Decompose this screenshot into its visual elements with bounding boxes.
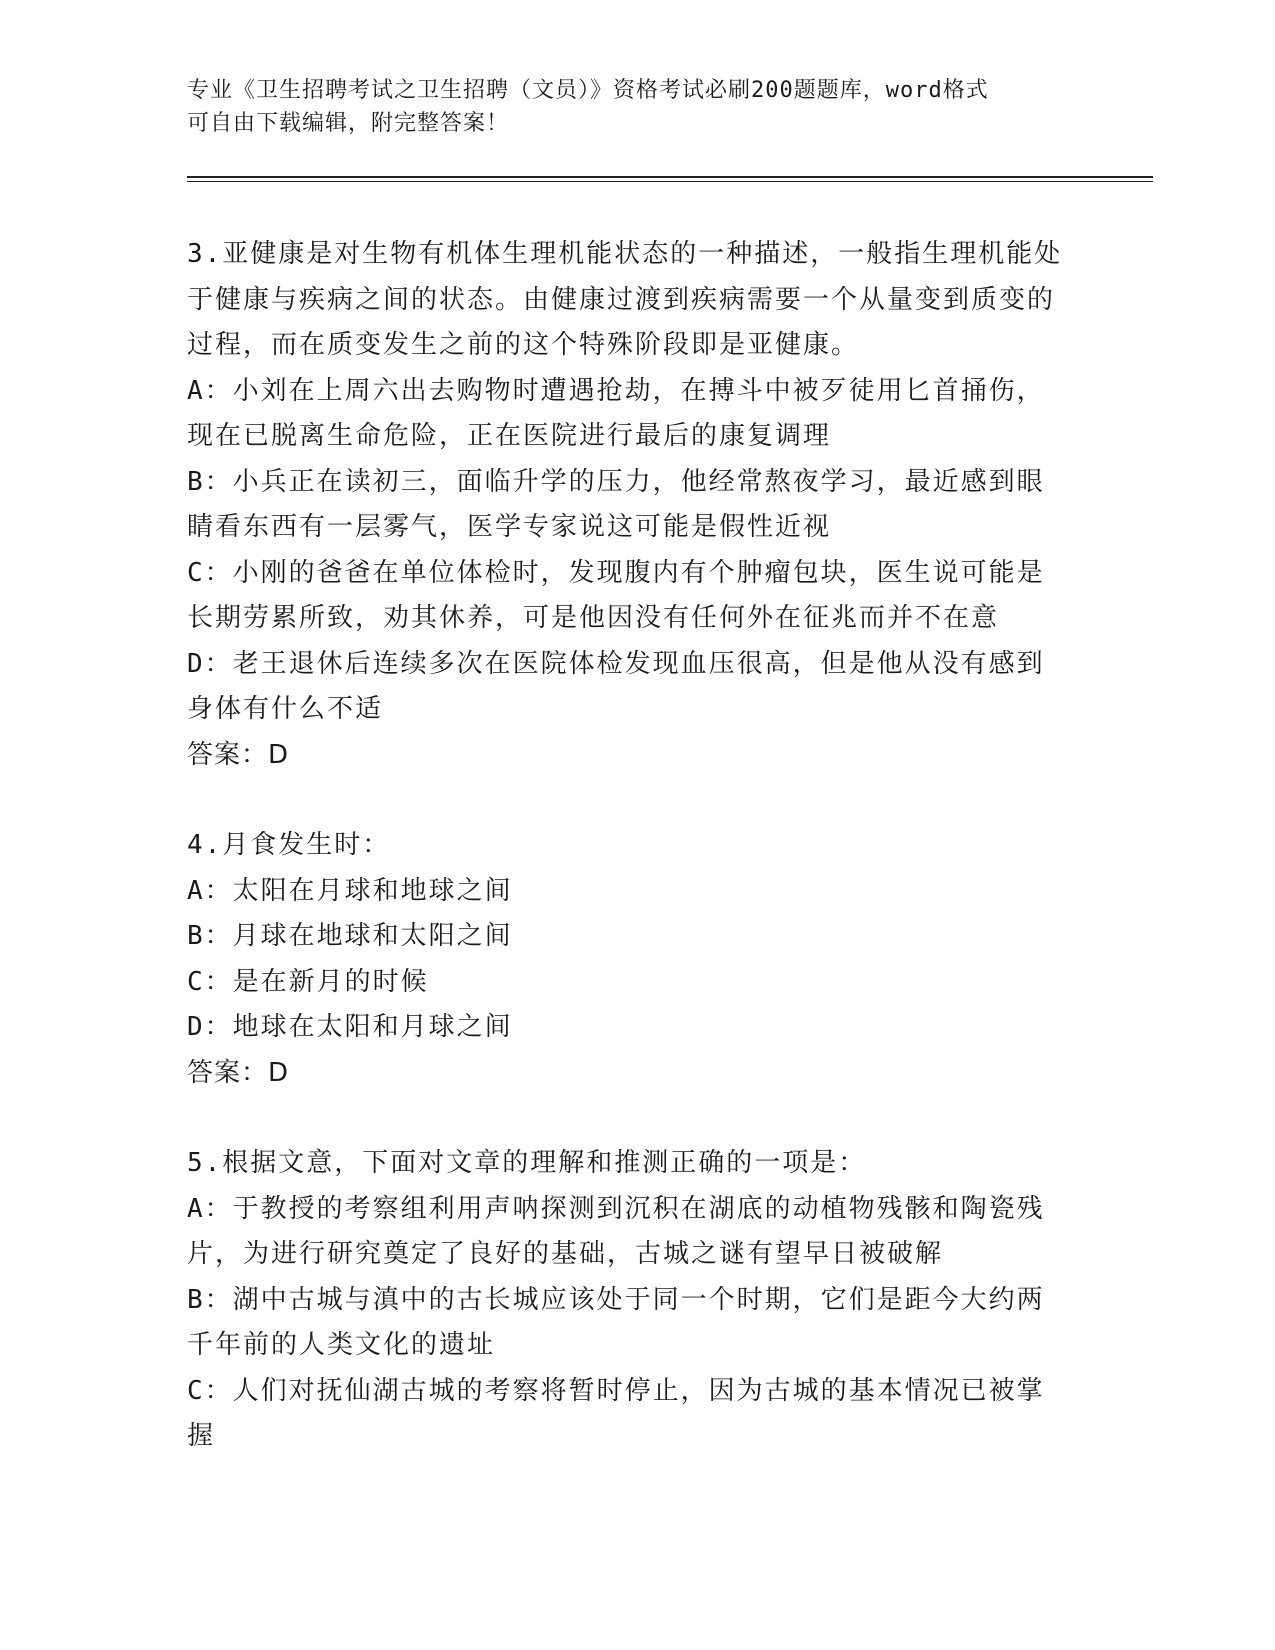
option-a: A：小刘在上周六出去购物时遭遇抢劫，在搏斗中被歹徒用匕首捅伤，现在已脱离生命危险，正在医院进行最后的康复调理 bbox=[187, 375, 1045, 451]
header-divider-thick bbox=[187, 176, 1153, 178]
answer-line: 答案：D bbox=[187, 739, 290, 770]
option-a: A：太阳在月球和地球之间 bbox=[187, 875, 513, 906]
option-b: B：小兵正在读初三，面临升学的压力，他经常熬夜学习，最近感到眼睛看东西有一层雾气，医学专家说这可能是假性近视 bbox=[187, 466, 1045, 542]
header-title-line-1: 专业《卫生招聘考试之卫生招聘（文员）》资格考试必刷200题题库，word格式 bbox=[187, 78, 989, 103]
header-title-line-2: 可自由下载编辑，附完整答案！ bbox=[187, 111, 510, 136]
option-b: B：湖中古城与滇中的古长城应该处于同一个时期，它们是距今大约两千年前的人类文化的遗址 bbox=[187, 1284, 1045, 1360]
option-c: C：小刚的爸爸在单位体检时，发现腹内有个肿瘤包块，医生说可能是长期劳累所致，劝其休养，可是他因没有任何外在征兆而并不在意 bbox=[187, 557, 1045, 633]
question-5 bbox=[187, 1141, 1067, 1460]
option-c: C：人们对抚仙湖古城的考察将暂时停止，因为古城的基本情况已被掌握 bbox=[187, 1375, 1045, 1451]
option-c: C：是在新月的时候 bbox=[187, 966, 429, 997]
option-a: A：于教授的考察组利用声呐探测到沉积在湖底的动植物残骸和陶瓷残片，为进行研究奠定了良好的基础，古城之谜有望早日被破解 bbox=[187, 1193, 1045, 1269]
page-header bbox=[187, 74, 1067, 140]
question-stem: 4.月食发生时： bbox=[187, 830, 391, 860]
option-d: D：老王退休后连续多次在医院体检发现血压很高，但是他从没有感到身体有什么不适 bbox=[187, 648, 1045, 724]
answer-line: 答案：D bbox=[187, 1057, 290, 1088]
option-d: D：地球在太阳和月球之间 bbox=[187, 1012, 513, 1042]
question-stem: 5.根据文意，下面对文章的理解和推测正确的一项是： bbox=[187, 1148, 867, 1178]
question-3 bbox=[187, 232, 1067, 778]
question-4 bbox=[187, 823, 1067, 1096]
header-divider-thin bbox=[187, 181, 1153, 182]
question-stem: 3.亚健康是对生物有机体生理机能状态的一种描述，一般指生理机能处于健康与疾病之间的状态。由健康过渡到疾病需要一个从量变到质变的过程，而在质变发生之前的这个特殊阶段即是亚健康。 bbox=[187, 239, 1063, 360]
option-b: B：月球在地球和太阳之间 bbox=[187, 921, 513, 951]
question-list bbox=[187, 232, 1067, 1505]
